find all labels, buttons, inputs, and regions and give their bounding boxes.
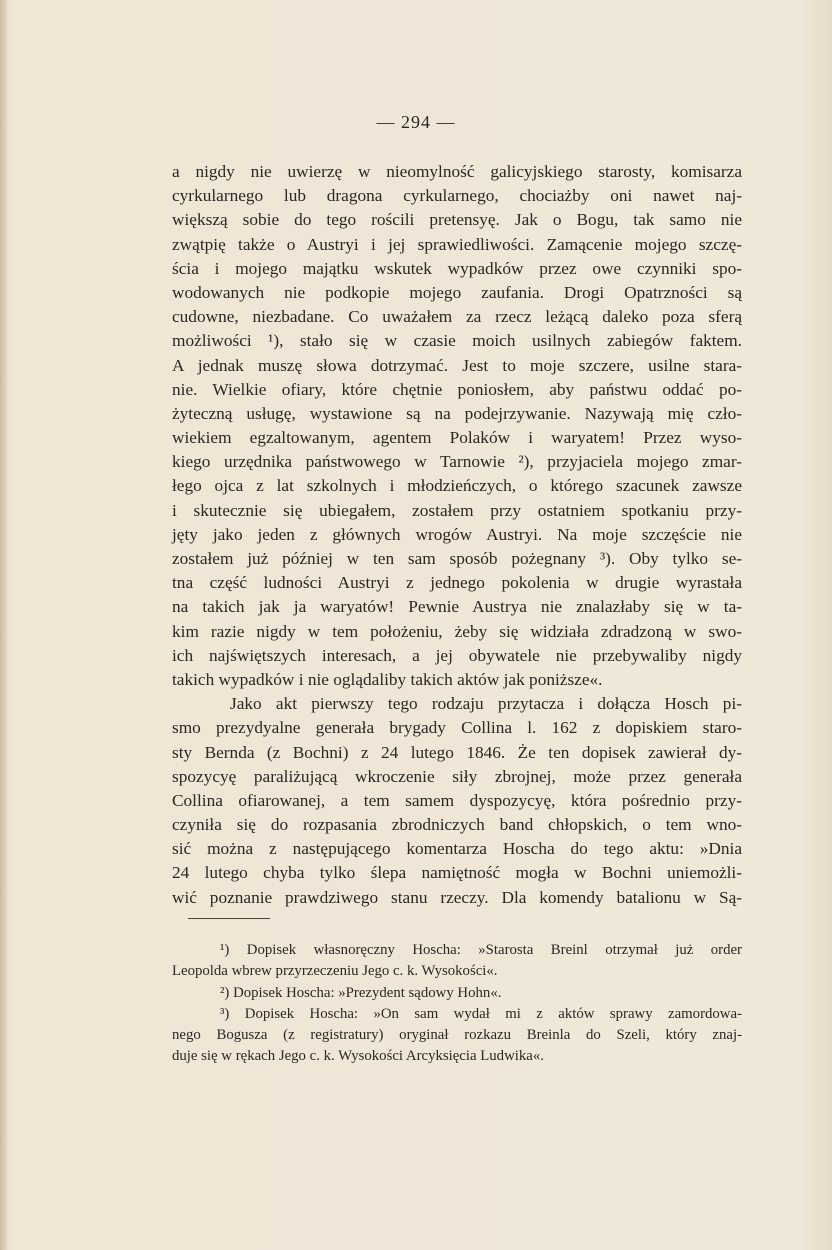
text-line: nie. Wielkie ofiary, które chętnie poniosłem, aby państwu oddać po- xyxy=(172,379,742,399)
text-line: i skutecznie się ubiegałem, zostałem przy ostatniem spotkaniu przy- xyxy=(172,500,742,520)
footnote-line: ²) Dopisek Hoscha: »Prezydent sądowy Hohn«. xyxy=(220,984,502,1001)
text-line: takich wypadków i nie oglądaliby takich aktów jak poniższe«. xyxy=(172,669,603,689)
text-line: sić można z następującego komentarza Hoscha do tego aktu: »Dnia xyxy=(172,839,742,859)
text-line: zostałem już później w ten sam sposób pożegnany ³). Oby tylko se- xyxy=(172,549,742,568)
footnote-line: nego Bogusza (z registratury) oryginał rozkazu Breinla do Szeli, który znaj- xyxy=(172,1027,742,1044)
text-line: spozycyę paraliżującą wkroczenie siły zbrojnej, może przez generała xyxy=(172,766,742,786)
text-line: wodowanych nie podkopie mojego zaufania. Drogi Opatrzności są xyxy=(172,282,742,302)
text-line: ich najświętszych interesach, a jej obywatele nie przebywaliby nigdy xyxy=(172,645,742,665)
text-line: wiekiem egzaltowanym, agentem Polaków i waryatem! Przez wyso- xyxy=(172,428,742,448)
text-line: zwątpię także o Austryi i jej sprawiedliwości. Zamącenie mojego szczę- xyxy=(172,234,742,254)
text-line: Collina ofiarowanej, a tem samem dyspozycyę, która pośrednio przy- xyxy=(172,790,742,810)
text-line: żyteczną usługę, wystawione są na podejrzywanie. Nazywają mię czło- xyxy=(172,403,742,423)
text-line: czyniła się do rozpasania zbrodniczych band chłopskich, o tem wno- xyxy=(172,815,742,835)
text-line: 24 lutego chyba tylko ślepa namiętność mogła w Bochni uniemożli- xyxy=(172,863,742,883)
text-line: na takich jak ja waryatów! Pewnie Austrya nie znalazłaby się w ta- xyxy=(172,597,742,617)
footnotes xyxy=(172,940,742,1068)
footnote-line: ¹) Dopisek własnoręczny Hoscha: »Starosta Breinl otrzymał już order xyxy=(220,942,742,958)
text-line: A jednak muszę słowa dotrzymać. Jest to moje szczere, usilne stara- xyxy=(172,355,742,375)
footnote-line: duje się w rękach Jego c. k. Wysokości Arcyksięcia Ludwika«. xyxy=(172,1048,544,1065)
text-line: sty Bernda (z Bochni) z 24 lutego 1846. Że ten dopisek zawierał dy- xyxy=(172,742,742,762)
text-line: łego ojca z lat szkolnych i młodzieńczych, o którego szacunek zawsze xyxy=(172,476,742,496)
text-line: a nigdy nie uwierzę w nieomylność galicyjskiego starosty, komisarza xyxy=(172,162,742,181)
text-line: Jako akt pierwszy tego rodzaju przytacza i dołącza Hosch pi- xyxy=(230,694,742,714)
body-text xyxy=(172,160,742,910)
text-line: kiego urzędnika państwowego w Tarnowie ²), przyjaciela mojego zmar- xyxy=(172,452,742,472)
text-line: cyrkularnego lub dragona cyrkularnego, chociażby oni nawet naj- xyxy=(172,186,742,206)
text-line: większą sobie do tego rościli pretensyę. Jak o Bogu, tak samo nie xyxy=(172,210,742,230)
text-line: wić poznanie prawdziwego stanu rzeczy. Dla komendy batalionu w Są- xyxy=(172,887,742,907)
footnote-line: Leopolda wbrew przyrzeczeniu Jego c. k. Wysokości«. xyxy=(172,963,498,980)
page-edge-shadow xyxy=(0,0,8,1250)
text-line: kim razie nigdy w tem położeniu, żeby się widziała zdradzoną w swo- xyxy=(172,621,742,641)
footnote-divider xyxy=(188,918,270,919)
text-line: możliwości ¹), stało się w czasie moich usilnych zabiegów faktem. xyxy=(172,331,742,351)
text-line: smo prezydyalne generała brygady Collina l. 162 z dopiskiem staro- xyxy=(172,718,742,738)
text-line: tna część ludności Austryi z jednego pokolenia w drugie wyrastała xyxy=(172,573,742,593)
footnote-line: ³) Dopisek Hoscha: »On sam wydał mi z aktów sprawy zamordowa- xyxy=(220,1005,742,1022)
text-line: ścia i mojego majątku wskutek wypadków przez owe czynniki spo- xyxy=(172,258,742,278)
text-line: cudowne, niezbadane. Co uważałem za rzecz leżącą daleko poza sferą xyxy=(172,307,742,327)
text-line: jęty jako jeden z głównych wrogów Austryi. Na moje szczęście nie xyxy=(172,524,742,544)
page-number: — 294 — xyxy=(376,112,456,132)
